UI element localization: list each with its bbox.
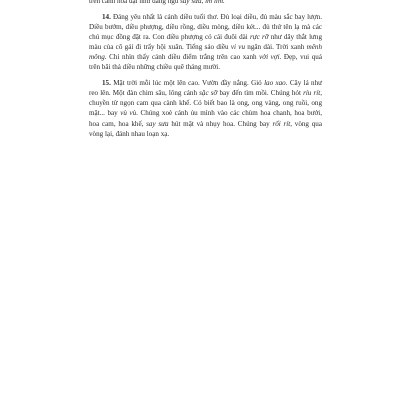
italic-text-run: mênh mông.	[89, 43, 322, 62]
italic-text-run: rực rỡ	[249, 33, 269, 42]
paragraph-number: 14.	[102, 13, 111, 22]
italic-text-run: rối rít	[272, 119, 291, 128]
italic-text-run: say sưa	[146, 119, 169, 128]
text-run: , chuyền từ ngọn cam qua cành khế. Có biết bao là ong, ong vàng, ong ruồi, ong mật... bay	[89, 89, 322, 118]
text-run: . Đẹp, vui quá trên bãi thả diều những chiều quê tháng mười.	[89, 53, 322, 72]
text-run: . Chúng xoè cánh ủu mình vào các chùm hoa chanh, hoa bưởi, hoa cam, hoa khế,	[89, 109, 322, 128]
italic-text-run: lao xao.	[264, 79, 288, 88]
text-run: trên cành hoa dại như đang ngủ	[89, 0, 181, 5]
text-run: như dây thắt lưng màu của cô gái đi trẩy hội xuân. Tiếng sáo diều	[89, 33, 322, 52]
paragraph-number: 15.	[102, 79, 111, 88]
paragraph-14	[89, 12, 322, 72]
italic-text-run: vời vợi	[259, 53, 280, 62]
italic-text-run: sặc sỡ	[199, 89, 218, 98]
italic-text-run: vù vù	[120, 109, 137, 118]
italic-text-run: say sưa, im lìm.	[180, 0, 225, 5]
text-run: bay đến tìm mồi. Chúng hót	[217, 89, 304, 98]
text-run: hút mật và nhụy hoa. Chúng bay	[168, 119, 273, 128]
text-run: Chỉ nhìn thấy cánh diều điểm trắng trên cao xanh	[106, 53, 260, 62]
document-page	[89, 0, 322, 139]
paragraph-15	[89, 78, 322, 138]
text-run: Đáng yêu nhất là cánh diều tuổi thơ. Đủ loại diều, đủ màu sắc bay lượn. Diều bướm, diều phượng, diều rồng, diều mòng, diều két... đủ thứ tên lạ mà các chú mục đồng đặt ra. Con diều phượng có cái đuôi dài	[89, 13, 322, 42]
text-run: , vòng qua vòng lại, đánh nhau loạn xạ.	[89, 119, 322, 138]
text-run: ngân dài. Trời xanh	[245, 43, 307, 52]
text-run: Mặt trời mỗi lúc một lên cao. Vườn đầy nắng. Gió	[110, 79, 265, 88]
text-run: Cây lá như reo lên. Một đàn chim sâu, lông cánh	[89, 79, 322, 98]
italic-text-run: vi vu	[230, 43, 245, 52]
italic-text-run: ríu rít	[303, 89, 321, 98]
